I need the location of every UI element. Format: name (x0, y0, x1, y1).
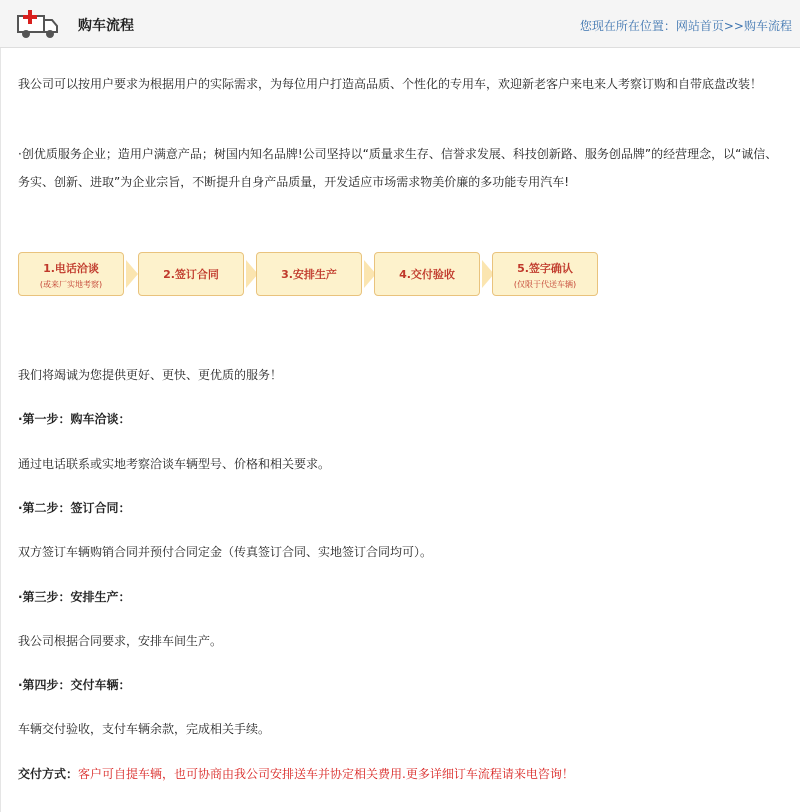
truck-icon (16, 8, 60, 40)
flow-step-note: (仅限于代送车辆) (513, 280, 577, 289)
flow-step-2 (138, 252, 244, 296)
breadcrumb (580, 17, 792, 34)
flow-step-label: 3.安排生产 (281, 268, 337, 281)
flow-step-4 (374, 252, 480, 296)
breadcrumb-home-link[interactable]: 网站首页 (675, 19, 724, 33)
flow-step-label: 5.签字确认 (517, 262, 573, 275)
intro-paragraph-2: ·创优质服务企业；造用户满意产品；树国内知名品牌!公司坚持以“质量求生存、信誉求发展、科技创新路、服务创品牌”的经营理念，以“诚信、务实、创新、进取”为企业宗旨，不断提升自身产品质量，开发适应市场需求物美价廉的多功能专用汽车! (18, 147, 778, 189)
left-border (0, 48, 1, 812)
step-1-desc: 通过电话联系或实地考察洽谈车辆型号、价格和相关要求。 (18, 457, 331, 471)
page-header (0, 0, 800, 48)
intro-paragraph-1: 我公司可以按用户要求为根据用户的实际需求，为每位用户打造高品质、个性化的专用车，欢迎新老客户来电来人考察订购和自带底盘改装！ (18, 77, 763, 91)
flow-step-3 (256, 252, 362, 296)
step-2-desc: 双方签订车辆购销合同并预付合同定金（传真签订合同、实地签订合同均可）。 (18, 545, 433, 559)
flow-step-1 (18, 252, 124, 296)
flow-step-label: 4.交付验收 (399, 268, 455, 281)
step-4-title: ·第四步：交付车辆： (18, 678, 131, 692)
breadcrumb-current-link[interactable]: 购车流程 (743, 19, 792, 33)
breadcrumb-separator: >> (723, 19, 744, 33)
step-4-desc: 车辆交付验收，支付车辆余款，完成相关手续。 (18, 722, 271, 736)
page-title: 购车流程 (78, 18, 134, 34)
step-1-title: ·第一步：购车洽谈： (18, 412, 131, 426)
flow-step-5 (492, 252, 598, 296)
delivery-text: 客户可自提车辆，也可协商由我公司安排送车并协定相关费用.更多详细订车流程请来电咨询！ (78, 767, 574, 781)
breadcrumb-prefix: 您现在所在位置： (579, 19, 676, 33)
purchase-flow-diagram (18, 252, 618, 298)
flow-step-note: (或来厂实地考察) (39, 280, 103, 289)
service-line: 我们将竭诚为您提供更好、更快、更优质的服务！ (18, 368, 283, 382)
flow-step-label: 2.签订合同 (163, 268, 219, 281)
flow-step-label: 1.电话洽谈 (43, 262, 99, 275)
delivery-method (18, 765, 574, 782)
delivery-label: 交付方式： (18, 767, 79, 781)
step-3-title: ·第三步：安排生产： (18, 590, 131, 604)
arrow-right-icon (126, 260, 138, 288)
step-2-title: ·第二步：签订合同： (18, 501, 131, 515)
step-3-desc: 我公司根据合同要求，安排车间生产。 (18, 634, 223, 648)
